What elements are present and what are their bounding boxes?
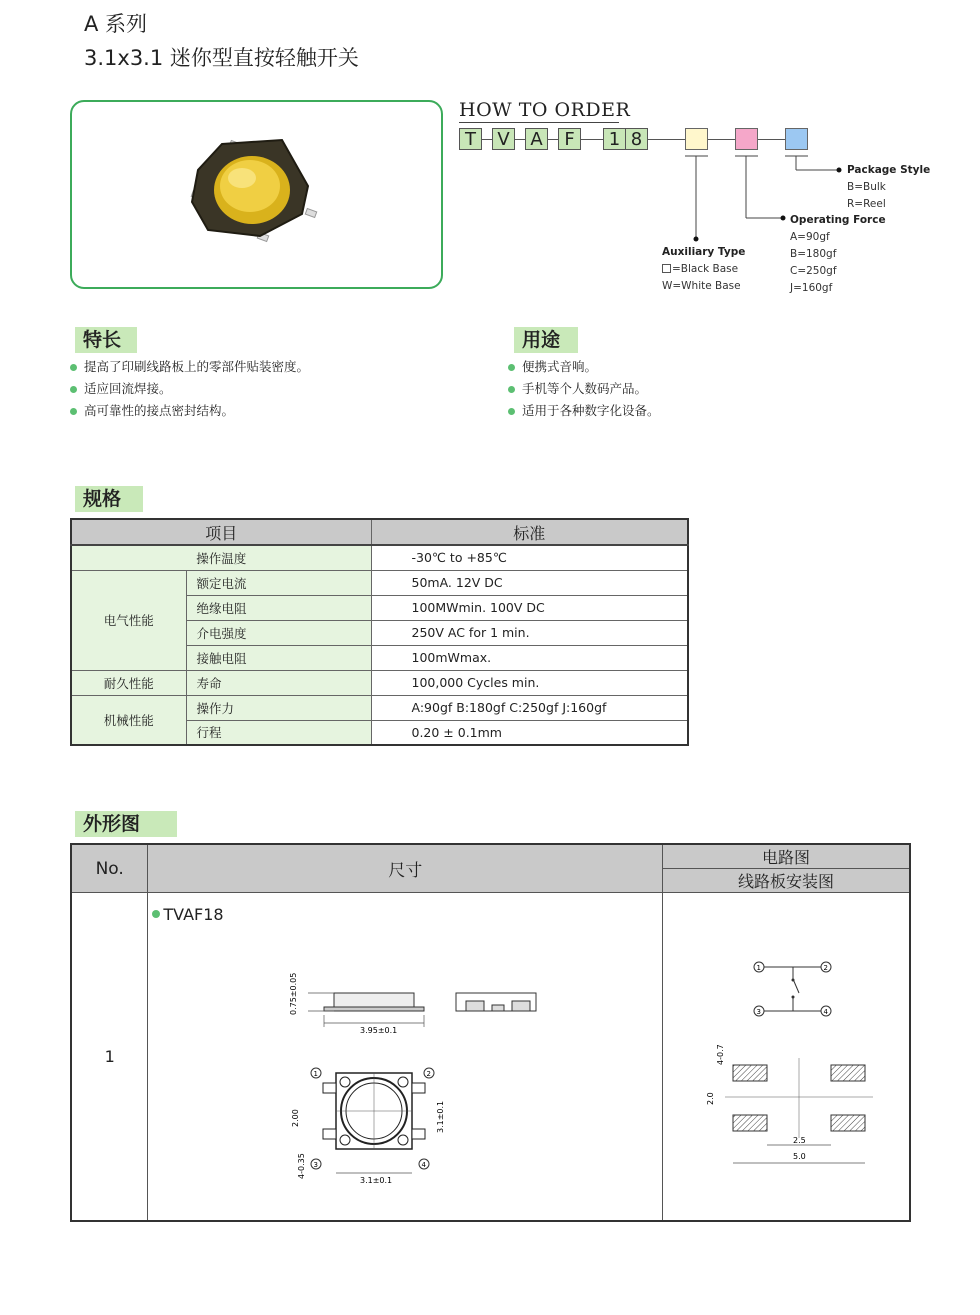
terminal-label: 1 — [313, 1070, 319, 1078]
dim-body-width: 3.1±0.1 — [360, 1176, 393, 1185]
package-style-block — [847, 162, 930, 213]
spec-group: 耐久性能 — [71, 670, 186, 695]
terminal-label: 2 — [426, 1070, 432, 1078]
spec-value: 50mA. 12V DC — [371, 570, 688, 595]
spec-label: 寿命 — [186, 670, 371, 695]
dimension-cell — [148, 893, 663, 1221]
spec-value: 0.20 ± 0.1mm — [371, 720, 688, 745]
package-option: B=Bulk — [847, 181, 886, 193]
dim-pcb-inner: 2.5 — [793, 1136, 806, 1145]
force-option: B=180gf — [790, 248, 837, 260]
dim-length: 3.95±0.1 — [360, 1026, 398, 1035]
outline-heading: 外形图 — [75, 811, 177, 837]
table-row — [71, 695, 688, 720]
spec-col-item: 项目 — [71, 519, 371, 545]
operating-force-title: Operating Force — [790, 214, 886, 226]
circuit-pcb-cell — [663, 893, 910, 1221]
auxiliary-option: W=White Base — [662, 280, 741, 292]
dim-body-height: 3.1±0.1 — [436, 1100, 446, 1133]
features-list — [70, 356, 309, 422]
terminal-label: 4 — [823, 1008, 829, 1016]
code-letter-v: V — [492, 128, 515, 150]
code-letter-f: F — [558, 128, 581, 150]
terminal-label: 4 — [421, 1161, 427, 1169]
spec-value: 100mWmax. — [371, 645, 688, 670]
code-letter-a: A — [525, 128, 548, 150]
list-item: 高可靠性的接点密封结构。 — [70, 400, 309, 422]
dim-pcb-outer: 5.0 — [793, 1152, 806, 1161]
spec-label: 行程 — [186, 720, 371, 745]
circuit-pcb-drawing — [663, 893, 909, 1217]
dim-pcb-height: 2.0 — [706, 1092, 716, 1105]
force-option: J=160gf — [790, 282, 833, 294]
code-letter-t: T — [459, 128, 482, 150]
auxiliary-option: =Black Base — [672, 263, 739, 275]
spec-col-standard: 标准 — [371, 519, 688, 545]
outline-col-pcb: 线路板安装图 — [663, 869, 910, 893]
table-row — [71, 893, 910, 1221]
outline-col-circuit: 电路图 — [663, 844, 910, 869]
spec-label: 额定电流 — [186, 570, 371, 595]
dim-pad: 4-0.7 — [716, 1044, 726, 1065]
spec-group: 电气性能 — [71, 570, 186, 670]
outline-col-dimension: 尺寸 — [148, 844, 663, 893]
auxiliary-type-block — [662, 244, 745, 295]
spec-value: 100,000 Cycles min. — [371, 670, 688, 695]
model-name: TVAF18 — [163, 905, 224, 924]
spec-label: 操作力 — [186, 695, 371, 720]
uses-heading: 用途 — [514, 327, 578, 353]
list-item: 提高了印刷线路板上的零部件贴装密度。 — [70, 356, 309, 378]
package-style-title: Package Style — [847, 164, 931, 176]
spec-heading: 规格 — [75, 486, 143, 512]
code-digit-8: 8 — [625, 128, 648, 150]
series-title: A 系列 — [84, 12, 148, 36]
code-digit-1: 1 — [603, 128, 626, 150]
spec-value: 100MWmin. 100V DC — [371, 595, 688, 620]
spec-value: 250V AC for 1 min. — [371, 620, 688, 645]
spec-label: 操作温度 — [71, 545, 371, 570]
dim-pin: 4-0.35 — [297, 1153, 307, 1179]
list-item: 手机等个人数码产品。 — [508, 378, 660, 400]
list-item: 便携式音响。 — [508, 356, 660, 378]
auxiliary-type-title: Auxiliary Type — [662, 246, 746, 258]
operating-force-block — [790, 212, 886, 297]
outline-col-no: No. — [71, 844, 148, 893]
terminal-label: 3 — [313, 1161, 319, 1169]
spec-value: -30℃ to +85℃ — [371, 545, 688, 570]
dim-height: 0.75±0.05 — [289, 972, 299, 1015]
dimension-drawing — [148, 893, 660, 1217]
force-option: C=250gf — [790, 265, 837, 277]
terminal-label: 1 — [756, 964, 762, 972]
table-row — [71, 545, 688, 570]
dim-side: 2.00 — [291, 1109, 301, 1127]
table-row — [71, 670, 688, 695]
spec-group: 机械性能 — [71, 695, 186, 745]
spec-table — [70, 518, 689, 746]
terminal-label: 3 — [756, 1008, 762, 1016]
package-option: R=Reel — [847, 198, 886, 210]
product-title: 3.1x3.1 迷你型直按轻触开关 — [84, 46, 359, 70]
table-row — [71, 570, 688, 595]
list-item: 适应回流焊接。 — [70, 378, 309, 400]
outline-table — [70, 843, 911, 1222]
spec-label: 介电强度 — [186, 620, 371, 645]
spec-label: 接触电阻 — [186, 645, 371, 670]
terminal-label: 2 — [823, 964, 829, 972]
how-to-order-title: HOW TO ORDER — [459, 99, 631, 121]
spec-value: A:90gf B:180gf C:250gf J:160gf — [371, 695, 688, 720]
row-number: 1 — [71, 893, 148, 1221]
spec-label: 绝缘电阻 — [186, 595, 371, 620]
features-heading: 特长 — [75, 327, 137, 353]
checkbox-square-icon — [662, 264, 671, 273]
list-item: 适用于各种数字化设备。 — [508, 400, 660, 422]
uses-list — [508, 356, 660, 422]
force-option: A=90gf — [790, 231, 830, 243]
